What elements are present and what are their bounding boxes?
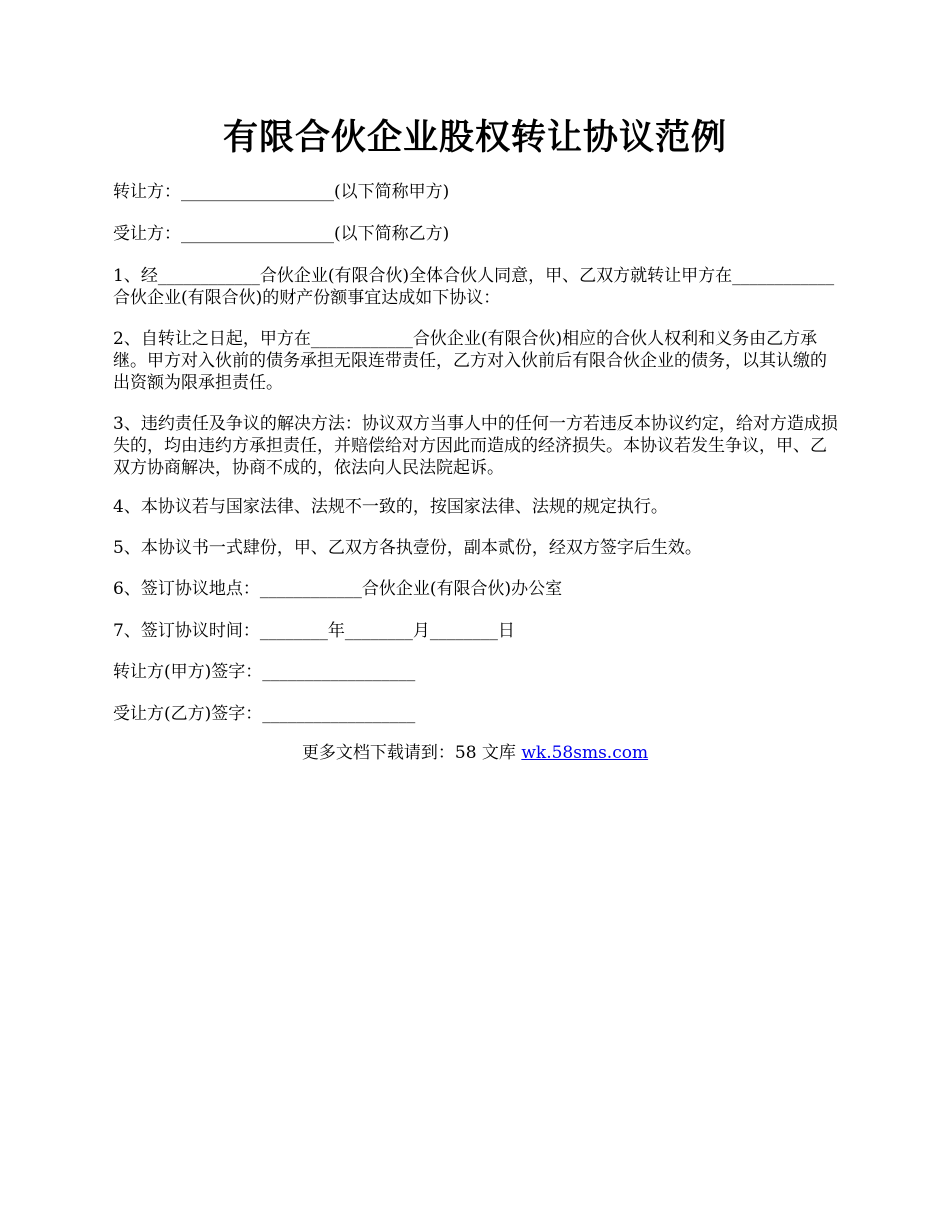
transferor-signature-line: 转让方(甲方)签字：__________________	[113, 662, 416, 682]
clause-2: 2、自转让之日起，甲方在____________合伙企业(有限合伙)相应的合伙人权利和义务由乙方承继。甲方对入伙前的债务承担无限连带责任，乙方对入伙前后有限合伙企业的债务，以其认缴的出资额为限承担责任。	[113, 329, 827, 393]
clause-1: 1、经____________合伙企业(有限合伙)全体合伙人同意，甲、乙双方就转让甲方在____________合伙企业(有限合伙)的财产份额事宜达成如下协议：	[113, 266, 835, 308]
footer-prefix: 更多文档下载请到：58 文库	[301, 743, 522, 763]
clause-3: 3、违约责任及争议的解决方法：协议双方当事人中的任何一方若违反本协议约定，给对方造成损失的，均由违约方承担责任，并赔偿给对方因此而造成的经济损失。本协议若发生争议，甲、乙双方协商解决，协商不成的，依法向人民法院起诉。	[113, 414, 838, 478]
transferee-signature-line: 受让方(乙方)签字：__________________	[113, 704, 416, 724]
document-title: 有限合伙企业股权转让协议范例	[222, 117, 727, 158]
clause-6: 6、签订协议地点：____________合伙企业(有限合伙)办公室	[113, 579, 563, 599]
clause-5: 5、本协议书一式肆份，甲、乙双方各执壹份，副本贰份，经双方签字后生效。	[113, 538, 702, 558]
footer-link[interactable]: wk.58sms.com	[521, 743, 649, 763]
transferee-line: 受让方：__________________(以下简称乙方)	[113, 224, 450, 244]
transferor-line: 转让方：__________________(以下简称甲方)	[113, 182, 450, 202]
clause-4: 4、本协议若与国家法律、法规不一致的，按国家法律、法规的规定执行。	[113, 497, 668, 517]
download-footer	[0, 742, 950, 764]
clause-7: 7、签订协议时间：________年________月________日	[113, 621, 515, 641]
